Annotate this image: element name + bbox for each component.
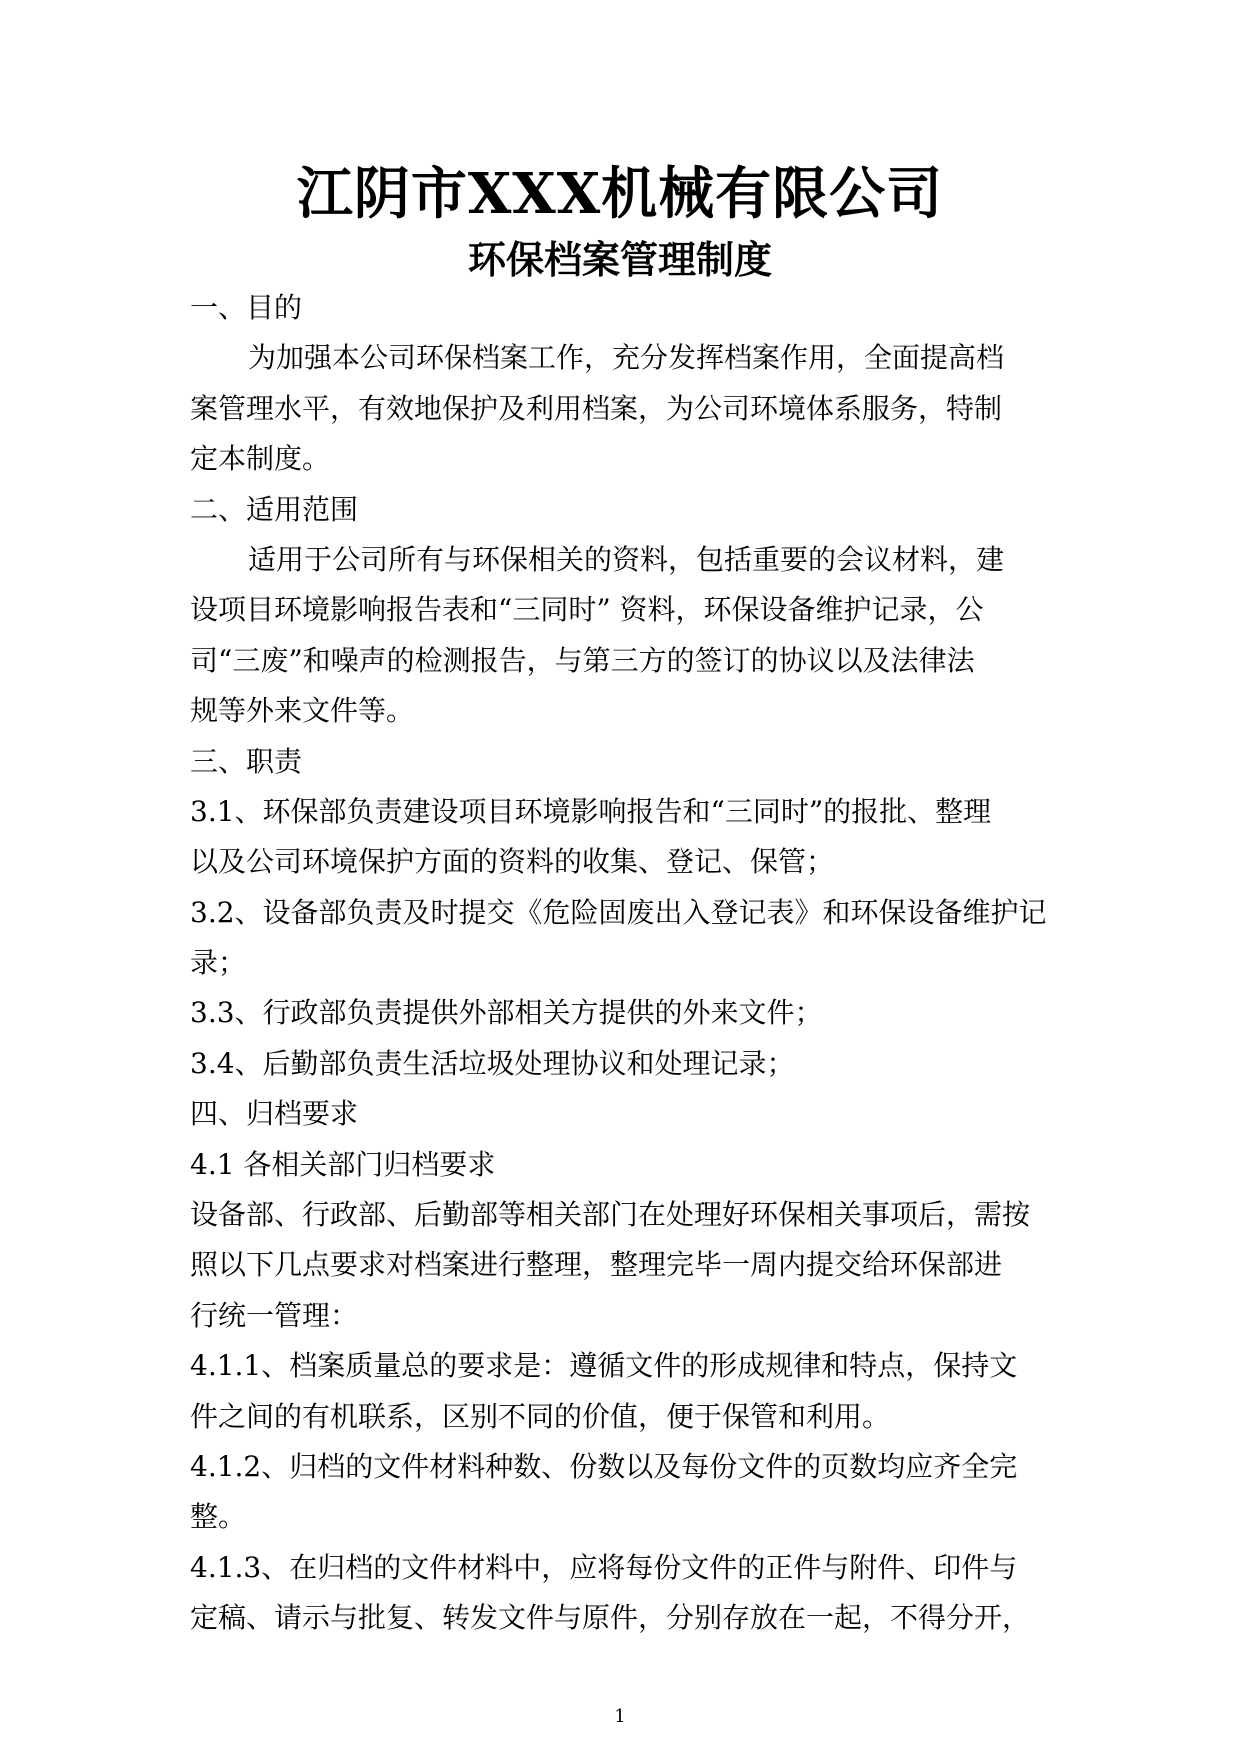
body-line: 4.1.2、归档的文件材料种数、份数以及每份文件的页数均应齐全完	[190, 1449, 1018, 1483]
page-number: 1	[614, 1706, 626, 1727]
body-line: 设备部、行政部、后勤部等相关部门在处理好环保相关事项后，需按	[190, 1198, 1031, 1232]
body-line: 二、适用范围	[190, 492, 359, 526]
body-line: 三、职责	[190, 744, 303, 778]
body-line: 录；	[190, 946, 247, 980]
body-line: 为加强本公司环保档案工作，充分发挥档案作用，全面提高档	[248, 341, 1005, 375]
body-line: 定本制度。	[190, 442, 331, 476]
body-line: 3.3、行政部负责提供外部相关方提供的外来文件；	[190, 996, 823, 1030]
body-line: 行统一管理：	[190, 1298, 359, 1332]
body-line: 4.1 各相关部门归档要求	[190, 1147, 496, 1181]
body-line: 4.1.1、档案质量总的要求是：遵循文件的形成规律和特点，保持文	[190, 1349, 1018, 1383]
document-title: 江阴市XXX机械有限公司	[296, 161, 944, 227]
body-line: 件之间的有机联系，区别不同的价值，便于保管和利用。	[190, 1399, 891, 1433]
body-line: 适用于公司所有与环保相关的资料，包括重要的会议材料，建	[248, 542, 1005, 576]
body-line: 案管理水平，有效地保护及利用档案，为公司环境体系服务，特制	[190, 391, 1003, 425]
body-line: 照以下几点要求对档案进行整理，整理完毕一周内提交给环保部进	[190, 1248, 1003, 1282]
body-line: 4.1.3、在归档的文件材料中，应将每份文件的正件与附件、印件与	[190, 1550, 1018, 1584]
body-line: 以及公司环境保护方面的资料的收集、登记、保管；	[190, 845, 835, 879]
body-line: 3.4、后勤部负责生活垃圾处理协议和处理记录；	[190, 1046, 795, 1080]
body-line: 规等外来文件等。	[190, 694, 415, 728]
document-body	[190, 283, 1050, 1644]
body-line: 整。	[190, 1500, 247, 1534]
body-line: 设项目环境影响报告表和“三同时” 资料，环保设备维护记录，公	[190, 593, 984, 627]
body-line: 3.1、环保部负责建设项目环境影响报告和“三同时”的报批、整理	[190, 794, 992, 828]
body-line: 一、目的	[190, 291, 303, 324]
body-line: 定稿、请示与批复、转发文件与原件，分别存放在一起，不得分开，	[190, 1601, 1031, 1635]
body-line: 四、归档要求	[190, 1097, 359, 1131]
body-line: 司“三废”和噪声的检测报告，与第三方的签订的协议以及法律法	[190, 643, 975, 677]
document-subtitle: 环保档案管理制度	[467, 237, 772, 282]
body-line: 3.2、设备部负责及时提交《危险固废出入登记表》和环保设备维护记	[190, 895, 1047, 929]
